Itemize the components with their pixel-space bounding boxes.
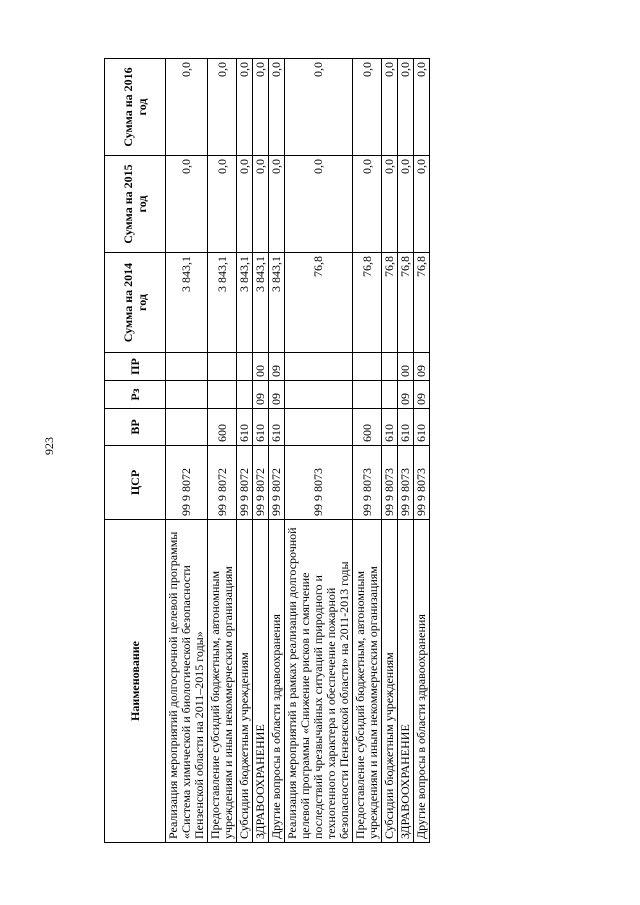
cell-vr: 600 <box>353 409 382 446</box>
cell-rz <box>166 381 208 409</box>
cell-vr <box>285 409 353 446</box>
cell-vr: 610 <box>237 409 253 446</box>
cell-name: Субсидии бюджетным учреждениям <box>237 520 253 843</box>
cell-sum-2014: 3 843,1 <box>208 253 237 353</box>
header-csr: ЦСР <box>105 446 166 520</box>
cell-sum-2015: 0,0 <box>208 156 237 253</box>
header-vr: ВР <box>105 409 166 446</box>
cell-sum-2016: 0,0 <box>353 59 382 156</box>
cell-csr: 99 9 8072 <box>269 446 285 520</box>
cell-sum-2015: 0,0 <box>353 156 382 253</box>
header-sum-2015: Сумма на 2015 год <box>105 156 166 253</box>
table-row <box>382 59 398 843</box>
cell-name: Предоставление субсидий бюджетным, автономным учреждениям и иным некоммерческим организациям <box>208 520 237 843</box>
cell-pr <box>285 353 353 381</box>
header-row <box>105 59 166 843</box>
cell-rz <box>382 381 398 409</box>
cell-sum-2014: 3 843,1 <box>166 253 208 353</box>
cell-pr: 00 <box>398 353 414 381</box>
cell-csr: 99 9 8072 <box>237 446 253 520</box>
cell-csr: 99 9 8072 <box>253 446 269 520</box>
cell-sum-2014: 3 843,1 <box>253 253 269 353</box>
cell-sum-2014: 76,8 <box>414 253 430 353</box>
cell-rz: 09 <box>269 381 285 409</box>
cell-name: Другие вопросы в области здравоохранения <box>269 520 285 843</box>
table-row <box>414 59 430 843</box>
cell-sum-2016: 0,0 <box>398 59 414 156</box>
cell-sum-2015: 0,0 <box>382 156 398 253</box>
cell-rz: 09 <box>253 381 269 409</box>
cell-csr: 99 9 8073 <box>353 446 382 520</box>
table-row <box>166 59 208 843</box>
rotated-table-container <box>104 59 544 843</box>
cell-sum-2016: 0,0 <box>382 59 398 156</box>
cell-sum-2016: 0,0 <box>285 59 353 156</box>
cell-sum-2016: 0,0 <box>208 59 237 156</box>
cell-rz: 09 <box>398 381 414 409</box>
budget-table <box>104 58 430 843</box>
cell-pr <box>208 353 237 381</box>
table-row <box>237 59 253 843</box>
cell-sum-2015: 0,0 <box>414 156 430 253</box>
cell-sum-2014: 76,8 <box>353 253 382 353</box>
cell-rz <box>208 381 237 409</box>
cell-sum-2016: 0,0 <box>269 59 285 156</box>
cell-pr <box>353 353 382 381</box>
cell-name: Реализация мероприятий в рамках реализации долгосрочной целевой программы «Снижение рисков и смягчение последствий чрезвычайных ситуаций природного и техногенного характера и обеспечение пожарной безопасности Пензенской области» на 2011-2013 годы <box>285 520 353 843</box>
cell-pr <box>166 353 208 381</box>
cell-csr: 99 9 8073 <box>414 446 430 520</box>
cell-name: Предоставление субсидий бюджетным, автономным учреждениям и иным некоммерческим организациям <box>353 520 382 843</box>
cell-sum-2014: 3 843,1 <box>269 253 285 353</box>
cell-csr: 99 9 8072 <box>166 446 208 520</box>
cell-rz <box>237 381 253 409</box>
table-header <box>105 59 166 843</box>
cell-sum-2015: 0,0 <box>237 156 253 253</box>
cell-vr: 600 <box>208 409 237 446</box>
cell-sum-2015: 0,0 <box>166 156 208 253</box>
header-rz: Рз <box>105 381 166 409</box>
cell-vr: 610 <box>398 409 414 446</box>
cell-csr: 99 9 8073 <box>285 446 353 520</box>
cell-name: Реализация мероприятий долгосрочной целевой программы «Система химической и биологической безопасности Пензенской области на 2011–2015 годы» <box>166 520 208 843</box>
cell-csr: 99 9 8073 <box>382 446 398 520</box>
header-sum-2016: Сумма на 2016 год <box>105 59 166 156</box>
cell-sum-2014: 76,8 <box>285 253 353 353</box>
cell-sum-2016: 0,0 <box>414 59 430 156</box>
cell-vr: 610 <box>253 409 269 446</box>
header-sum-2014: Сумма на 2014 год <box>105 253 166 353</box>
cell-name: ЗДРАВООХРАНЕНИЕ <box>398 520 414 843</box>
cell-pr: 09 <box>414 353 430 381</box>
cell-pr: 00 <box>253 353 269 381</box>
cell-rz <box>285 381 353 409</box>
cell-sum-2015: 0,0 <box>253 156 269 253</box>
table-row <box>269 59 285 843</box>
cell-pr <box>382 353 398 381</box>
cell-sum-2016: 0,0 <box>253 59 269 156</box>
table-row <box>398 59 414 843</box>
cell-sum-2014: 3 843,1 <box>237 253 253 353</box>
cell-rz: 09 <box>414 381 430 409</box>
header-name: Наименование <box>105 520 166 843</box>
page-number: 923 <box>42 437 56 455</box>
cell-name: Субсидии бюджетным учреждениям <box>382 520 398 843</box>
cell-csr: 99 9 8072 <box>208 446 237 520</box>
cell-vr: 610 <box>269 409 285 446</box>
cell-sum-2015: 0,0 <box>398 156 414 253</box>
table-row <box>253 59 269 843</box>
header-pr: ПР <box>105 353 166 381</box>
table-row <box>208 59 237 843</box>
cell-name: ЗДРАВООХРАНЕНИЕ <box>253 520 269 843</box>
cell-sum-2016: 0,0 <box>166 59 208 156</box>
cell-csr: 99 9 8073 <box>398 446 414 520</box>
cell-name: Другие вопросы в области здравоохранения <box>414 520 430 843</box>
cell-sum-2015: 0,0 <box>285 156 353 253</box>
table-body <box>166 59 430 843</box>
cell-pr <box>237 353 253 381</box>
table-row <box>353 59 382 843</box>
cell-rz <box>353 381 382 409</box>
cell-vr <box>166 409 208 446</box>
cell-sum-2014: 76,8 <box>398 253 414 353</box>
cell-sum-2015: 0,0 <box>269 156 285 253</box>
cell-pr: 09 <box>269 353 285 381</box>
cell-sum-2014: 76,8 <box>382 253 398 353</box>
cell-vr: 610 <box>382 409 398 446</box>
cell-vr: 610 <box>414 409 430 446</box>
cell-sum-2016: 0,0 <box>237 59 253 156</box>
table-row <box>285 59 353 843</box>
